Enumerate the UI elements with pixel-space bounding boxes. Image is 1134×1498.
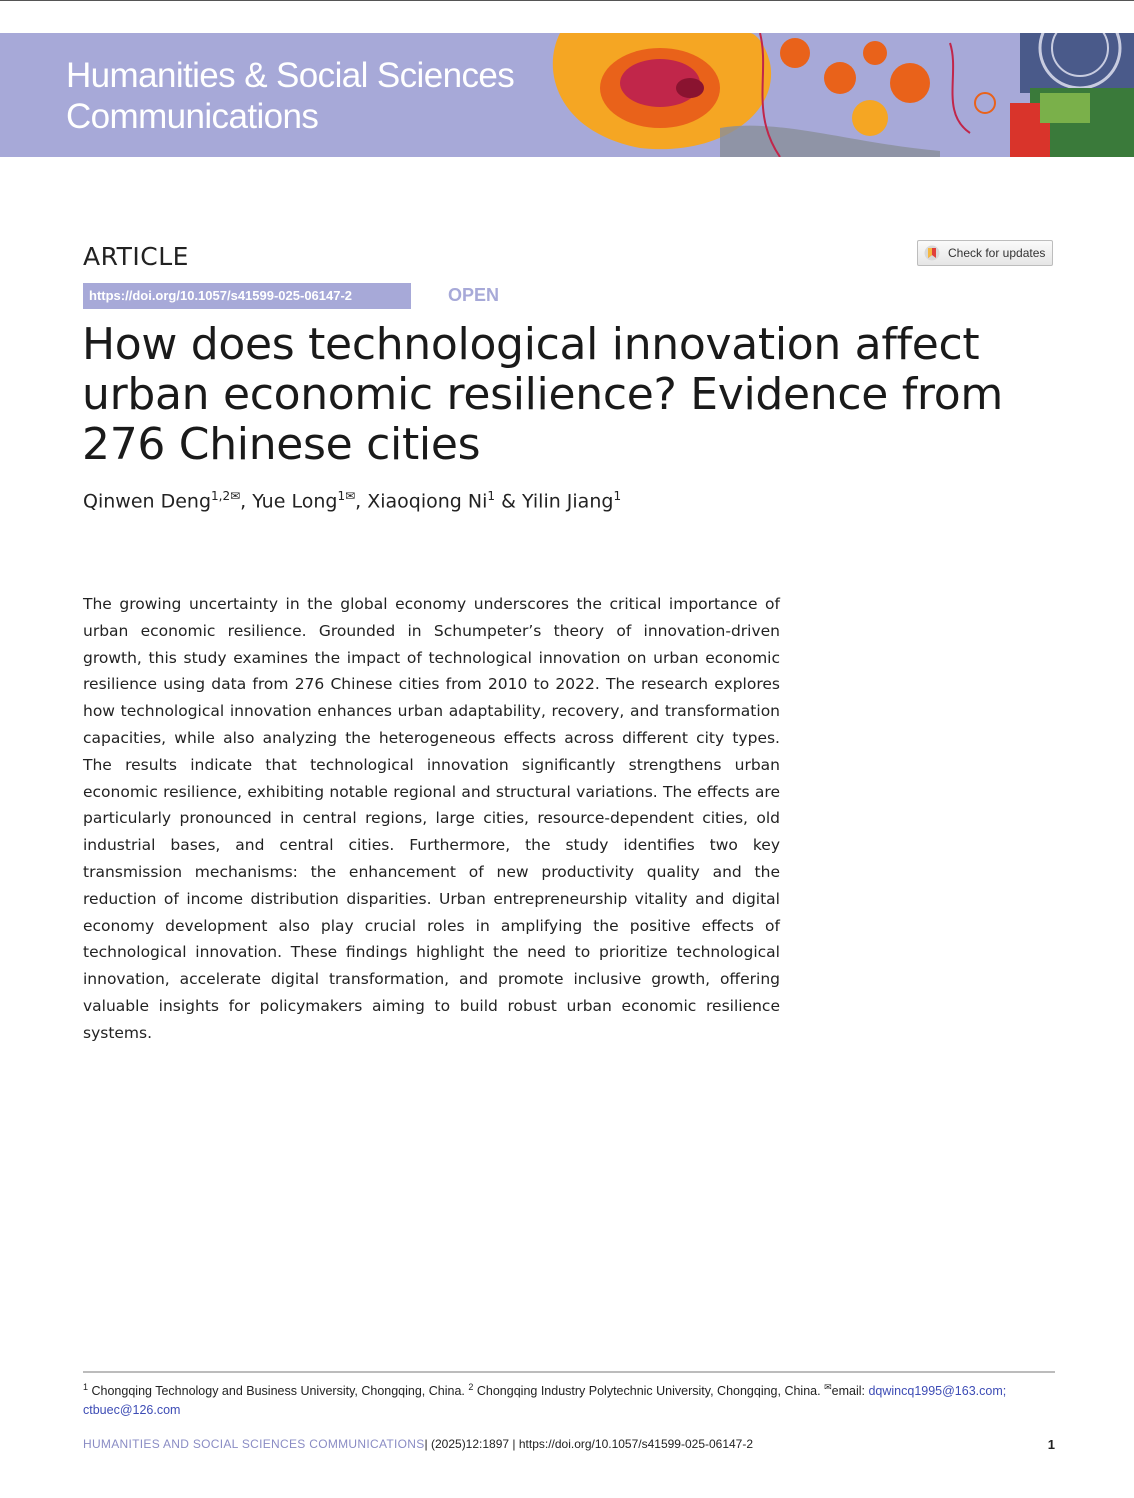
affiliation-sup: 2 — [468, 1382, 474, 1392]
affiliation-2: Chongqing Industry Polytechnic University, Chongqing, China. — [476, 1384, 821, 1399]
author-separator: , — [355, 490, 368, 513]
banner-artwork — [520, 33, 1134, 157]
crossmark-icon — [924, 245, 940, 261]
running-footer — [83, 1437, 1055, 1451]
article-title: How does technological innovation affect urban economic resilience? Evidence from 276 Chinese cities — [82, 319, 1003, 470]
journal-name-line2: Communications — [66, 97, 319, 136]
affiliation-1: Chongqing Technology and Business University, Chongqing, China. — [91, 1384, 465, 1399]
footer-citation: | (2025)12:1897 | https://doi.org/10.1057/s41599-025-06147-2 — [424, 1437, 754, 1451]
author-name[interactable]: Qinwen Deng — [83, 490, 212, 513]
top-rule — [0, 0, 1134, 1]
affiliations — [83, 1378, 1055, 1420]
doi-link[interactable]: https://doi.org/10.1057/s41599-025-06147-2 — [83, 283, 411, 309]
author-affiliation-sup: 1,2✉ — [211, 489, 241, 503]
author-affiliation-sup: 1 — [487, 489, 496, 503]
author-name[interactable]: Yilin Jiang — [521, 490, 614, 513]
email-link[interactable]: dqwincq1995@163.com; — [868, 1384, 1007, 1399]
abstract: The growing uncertainty in the global economy underscores the critical importance of urban economic resilience. Grounded in Schumpeter’s theory of innovation-driven growth, this study examines the impact of technological innovation on urban economic resilience using data from 276 Chinese cities from 2010 to 2022. The research explores how technological innovation enhances urban adaptability, recovery, and transformation capacities, while also analyzing the heterogeneous effects across different city types. The results indicate that technological innovation significantly strengthens urban economic resilience, exhibiting notable regional and structural variations. The effects are particularly pronounced in central regions, large cities, resource-dependent cities, old industrial bases, and central cities. Furthermore, the study identifies two key transmission mechanisms: the enhancement of new productivity quality and the reduction of income distribution disparities. Urban entrepreneurship vitality and digital economy development also play crucial roles in amplifying the positive effects of technological innovation. These findings highlight the need to prioritize technological innovation, accelerate digital transformation, and promote inclusive growth, offering valuable insights for policymakers aiming to build robust urban economic resilience systems. — [83, 595, 780, 1042]
author-list — [83, 489, 621, 512]
email-icon: ✉ — [824, 1382, 832, 1392]
journal-name[interactable] — [66, 55, 514, 137]
page-number: 1 — [1047, 1437, 1055, 1452]
open-access-label: OPEN — [448, 285, 500, 305]
affiliation-sup: 1 — [83, 1382, 89, 1392]
author-affiliation-sup: 1✉ — [337, 489, 356, 503]
journal-name-line1: Humanities & Social Sciences — [66, 56, 515, 95]
email-link[interactable]: ctbuec@126.com — [83, 1403, 181, 1418]
footer-journal-name[interactable]: HUMANITIES AND SOCIAL SCIENCES COMMUNICATIONS — [83, 1437, 425, 1451]
journal-banner — [0, 33, 1134, 157]
author-separator: , — [240, 490, 253, 513]
author-name[interactable]: Yue Long — [252, 490, 338, 513]
email-label: email: — [831, 1384, 865, 1399]
author-name[interactable]: Xiaoqiong Ni — [367, 490, 488, 513]
footer-divider — [83, 1371, 1055, 1373]
author-affiliation-sup: 1 — [613, 489, 622, 503]
article-type-label: ARTICLE — [83, 242, 189, 271]
author-separator: & — [495, 490, 522, 513]
check-for-updates-button[interactable] — [917, 240, 1053, 266]
check-for-updates-label: Check for updates — [948, 246, 1046, 260]
